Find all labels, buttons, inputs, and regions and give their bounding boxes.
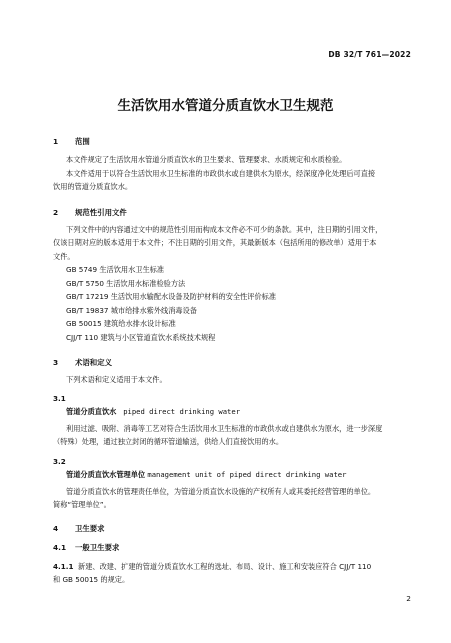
paragraph: 本文件规定了生活饮用水管道分质直饮水的卫生要求、管理要求、水质规定和水质检验。 — [66, 155, 347, 164]
page-title: 生活饮用水管道分质直饮水卫生规范 — [117, 98, 334, 114]
section-number: 4 — [53, 524, 59, 533]
term-chinese: 管道分质直饮水管理单位 — [66, 470, 146, 479]
section-3-heading — [53, 357, 112, 368]
paragraph: 文件。 — [53, 252, 75, 261]
reference-item: CJJ/T 110 建筑与小区管道直饮水系统技术规程 — [66, 333, 216, 342]
term-number: 3.1 — [53, 394, 66, 403]
section-title: 术语和定义 — [75, 358, 112, 367]
term-number: 3.2 — [53, 457, 66, 466]
reference-item: GB/T 17219 生活饮用水输配水设备及防护材料的安全性评价标准 — [66, 292, 277, 301]
paragraph: 下列术语和定义适用于本文件。 — [66, 375, 167, 384]
definition: 利用过滤、吸附、消毒等工艺对符合生活饮用水卫生标准的市政供水或自建供水为原水，进一步深度 — [66, 424, 383, 433]
paragraph: 仅该日期对应的版本适用于本文件；不注日期的引用文件，其最新版本（包括所用的修改单）适用于本 — [53, 238, 377, 247]
document-code: DB 32/T 761—2022 — [328, 50, 411, 59]
section-title: 规范性引用文件 — [75, 208, 127, 217]
term-english: management unit of piped direct drinking water — [147, 470, 347, 479]
definition: 简称“管理单位”。 — [53, 500, 111, 509]
term-chinese: 管道分质直饮水 — [66, 407, 117, 416]
section-title: 卫生要求 — [75, 524, 105, 533]
section-title: 范围 — [75, 137, 90, 146]
reference-item: GB 50015 建筑给水排水设计标准 — [66, 319, 176, 328]
term-heading — [66, 406, 240, 418]
subsection-title: 一般卫生要求 — [75, 543, 120, 552]
definition: （特殊）处理，通过独立封闭的循环管道输送，供给人们直接饮用的水。 — [53, 437, 284, 446]
definition: 管道分质直饮水的管理责任单位，为管道分质直饮水设施的产权所有人或其委托经营管理的单位。 — [66, 487, 376, 496]
paragraph: 本文件适用于以符合生活饮用水卫生标准的市政供水或自建供水为原水，经深度净化处理后可直接 — [66, 169, 376, 178]
section-number: 1 — [53, 137, 59, 146]
reference-item: GB/T 19837 城市给排水紫外线消毒设备 — [66, 306, 197, 315]
page-number: 2 — [406, 594, 411, 603]
section-number: 3 — [53, 358, 59, 367]
paragraph: 下列文件中的内容通过文中的规范性引用而构成本文件必不可少的条款。其中，注日期的引用文件， — [66, 225, 383, 234]
section-2-heading — [53, 207, 127, 218]
clause-text: 新建、改建、扩建的管道分质直饮水工程的选址、布局、设计、施工和安装应符合 CJJ/T 110 — [78, 562, 372, 571]
clause — [53, 561, 371, 573]
clause-number: 4.1.1 — [53, 562, 74, 571]
reference-item: GB 5749 生活饮用水卫生标准 — [66, 265, 165, 274]
subsection-heading — [53, 542, 119, 553]
clause-text: 和 GB 50015 的规定。 — [53, 575, 130, 584]
section-1-heading — [53, 136, 90, 147]
section-number: 2 — [53, 208, 59, 217]
paragraph: 饮用的管道分质直饮水。 — [53, 182, 133, 191]
section-4-heading — [53, 523, 105, 534]
term-english: piped direct drinking water — [123, 407, 241, 416]
reference-item: GB/T 5750 生活饮用水标准检验方法 — [66, 279, 186, 288]
subsection-number: 4.1 — [53, 543, 67, 552]
term-heading — [66, 469, 346, 481]
